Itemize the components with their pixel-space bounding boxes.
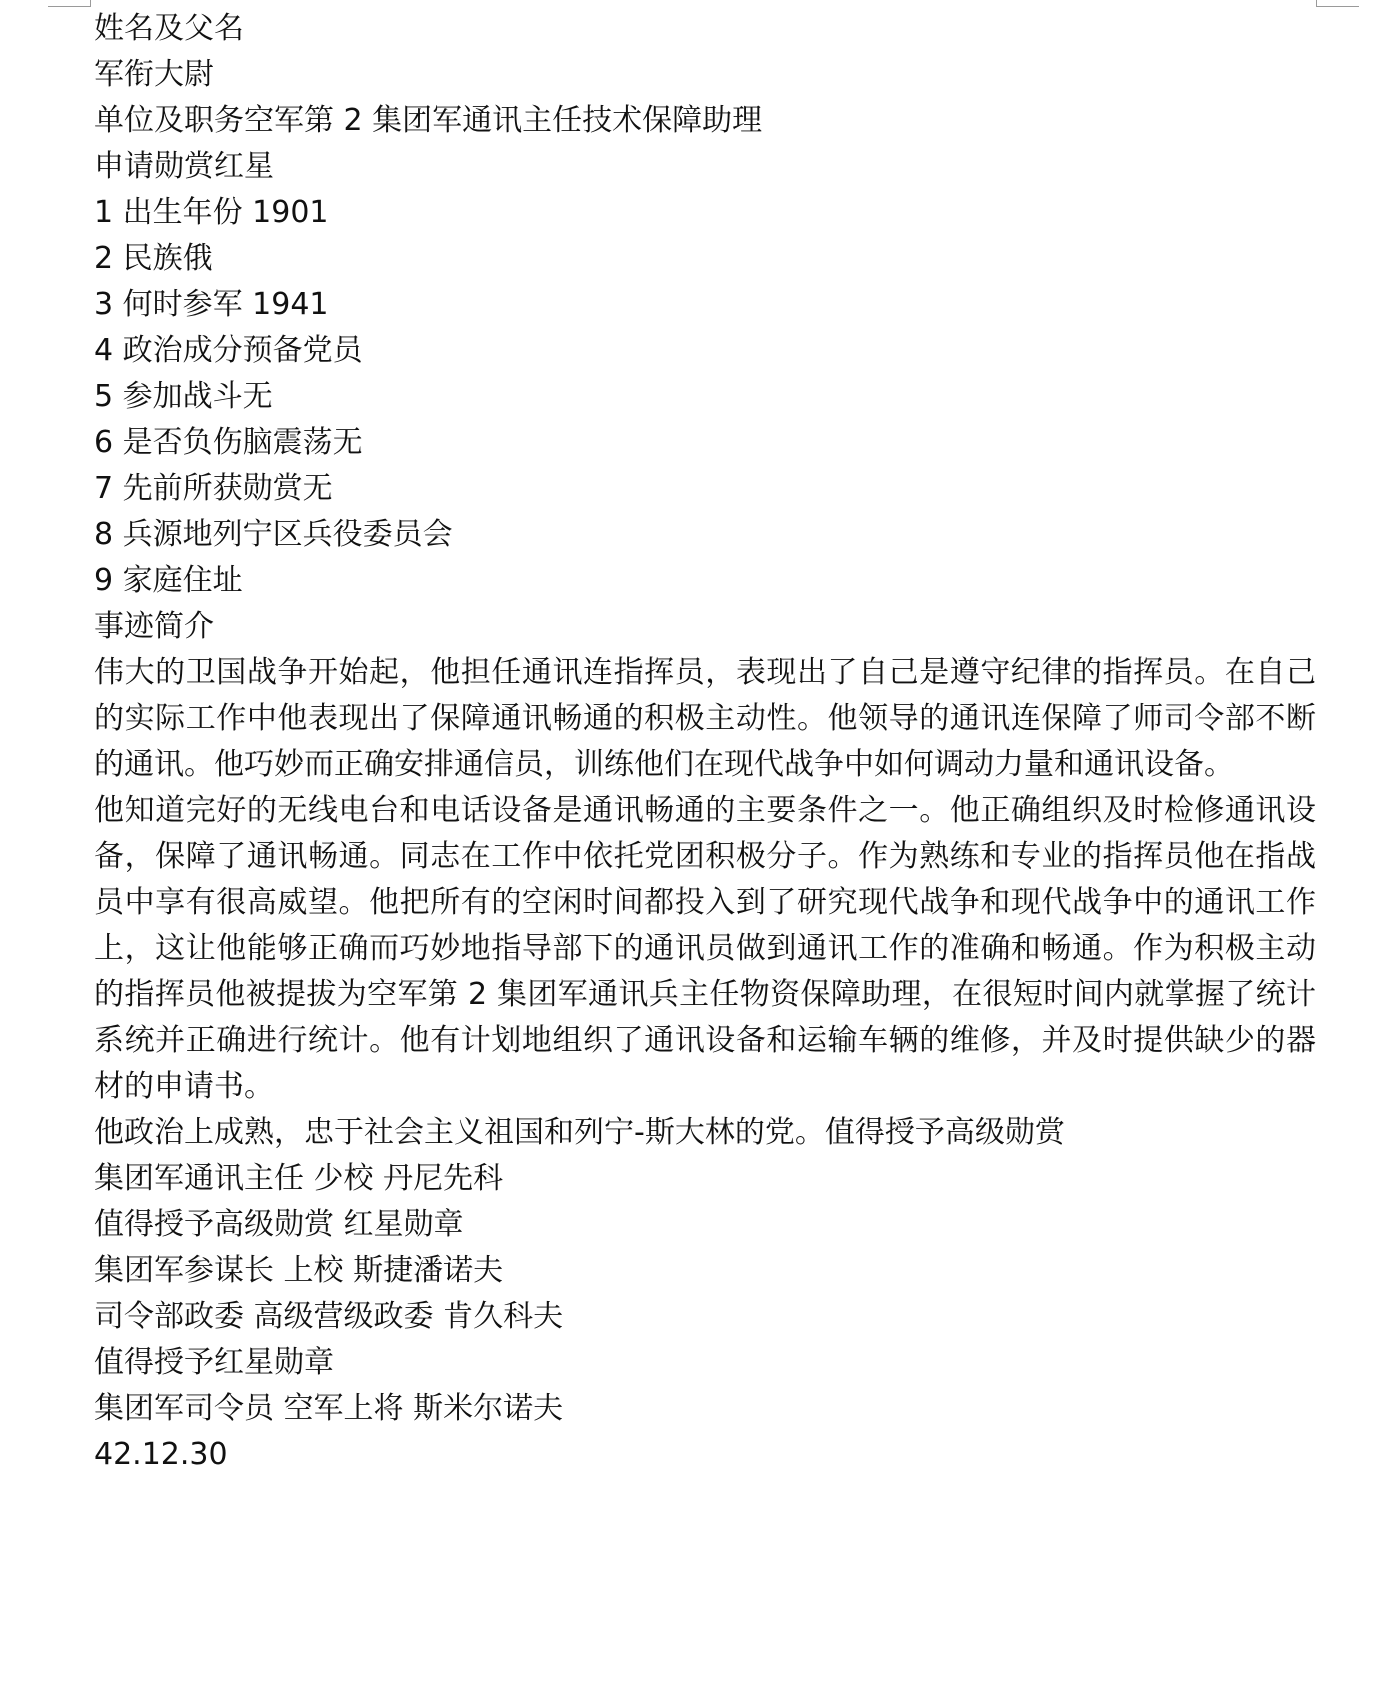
field-enlistment: 3 何时参军 1941: [94, 287, 329, 322]
endorsement-chief-of-staff: 集团军参谋长 上校 斯捷潘诺夫: [94, 1253, 504, 1288]
narrative-paragraph-1: 伟大的卫国战争开始起，他担任通讯连指挥员，表现出了自己是遵守纪律的指挥员。在自己的实际工作中他表现出了保障通讯畅通的积极主动性。他领导的通讯连保障了师司令部不断的通讯。他巧妙而正确安排通信员，训练他们在现代战争中如何调动力量和通讯设备。: [94, 655, 1316, 782]
page-corner-mark-left: [48, 0, 91, 7]
conclusion-line: 他政治上成熟，忠于社会主义祖国和列宁-斯大林的党。值得授予高级勋赏: [94, 1115, 1065, 1150]
field-political-status: 4 政治成分预备党员: [94, 333, 363, 368]
document-date: 42.12.30: [94, 1437, 228, 1472]
field-prior-awards: 7 先前所获勋赏无: [94, 471, 333, 506]
endorsement-recommendation: 值得授予高级勋赏 红星勋章: [94, 1207, 464, 1242]
page-corner-mark-right: [1316, 0, 1359, 7]
narrative-paragraph-2: 他知道完好的无线电台和电话设备是通讯畅通的主要条件之一。他正确组织及时检修通讯设备，保障了通讯畅通。同志在工作中依托党团积极分子。作为熟练和专业的指挥员他在指战员中享有很高威望。他把所有的空闲时间都投入到了研究现代战争和现代战争中的通讯工作上，这让他能够正确而巧妙地指导部下的通讯员做到通讯工作的准确和畅通。作为积极主动的指挥员他被提拔为空军第 2 集团军通讯兵主任物资保障助理，在很短时间内就掌握了统计系统并正确进行统计。他有计划地组织了通讯设备和运输车辆的维修，并及时提供缺少的器材的申请书。: [94, 793, 1316, 1104]
field-award-requested: 申请勋赏红星: [94, 149, 274, 184]
field-ethnicity: 2 民族俄: [94, 241, 213, 276]
endorsement-red-star: 值得授予红星勋章: [94, 1345, 334, 1380]
field-home-address: 9 家庭住址: [94, 563, 243, 598]
field-wounds: 6 是否负伤脑震荡无: [94, 425, 363, 460]
field-birth-year: 1 出生年份 1901: [94, 195, 329, 230]
endorsement-signals-chief: 集团军通讯主任 少校 丹尼先科: [94, 1161, 504, 1196]
section-heading-summary: 事迹简介: [94, 609, 214, 644]
field-rank: 军衔大尉: [94, 57, 214, 92]
field-combat: 5 参加战斗无: [94, 379, 273, 414]
field-draft-office: 8 兵源地列宁区兵役委员会: [94, 517, 453, 552]
endorsement-commissar: 司令部政委 高级营级政委 肯久科夫: [94, 1299, 564, 1334]
document-text: [94, 6, 1316, 1478]
field-name: 姓名及父名: [94, 11, 244, 46]
field-unit-position: 单位及职务空军第 2 集团军通讯主任技术保障助理: [94, 103, 763, 138]
endorsement-commander: 集团军司令员 空军上将 斯米尔诺夫: [94, 1391, 564, 1426]
